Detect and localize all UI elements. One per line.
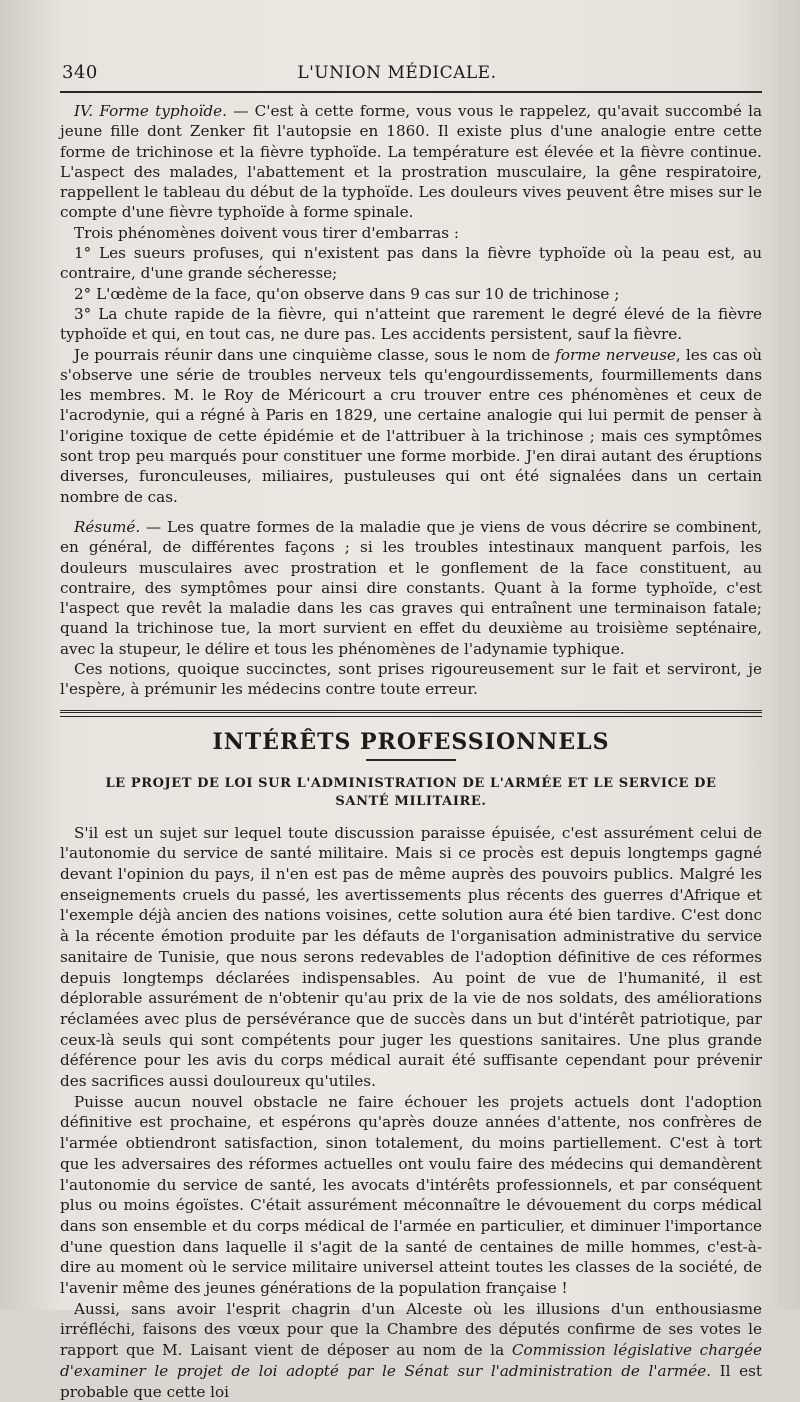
section-heading: INTÉRÊTS PROFESSIONNELS [212,728,610,755]
section-divider-line [60,716,762,717]
page-header [60,62,762,83]
paragraph: Je pourrais réunir dans une cinquième classe, sous le nom de forme nerveuse, les cas où s'observe une série de troubles nerveux tels qu'engourdissements, fourmillements dans les membres. M. le Roy de Méricourt a cru trouver entre ces phénomènes et ceux de l'acrodynie, qui a régné à Paris en 1829, une certaine analogie qui lui permit de penser à l'origine toxique de cette épidémie et de l'attribuer à la trichinose ; mais ces symptômes sont trop peu marqués pour constituer une forme morbide. J'en dirai autant des éruptions diverses, furonculeuses, miliaires, pustuleuses qui ont été signalées dans un certain nombre de cas. [60,345,763,506]
section-divider [60,710,762,713]
paragraph: IV. Forme typhoïde. — C'est à cette forme, vous vous le rappelez, qu'avait succombé la jeune fille dont Zenker fit l'autopsie en 1860. Il existe plus d'une analogie entre cette forme de trichinose et la fièvre typhoïde. La température est élevée et la fièvre continue. L'aspect des malades, l'abattement et la prostration musculaire, la gêne respiratoire, rappellent le tableau du début de la typhoïde. Les douleurs vives peuvent être mises sur le compte d'une fièvre typhoïde à forme spinale. [60,102,762,222]
page-number: 340 [62,62,98,83]
paragraph-label: IV. Forme typhoïde. [74,102,227,120]
header-rule [60,91,762,93]
journal-title: L'UNION MÉDICALE. [297,63,497,83]
paragraph: Résumé. — Les quatre formes de la maladie que je viens de vous décrire se combinent, en général, de différentes façons ; si les troubles intestinaux manquent parfois, les douleurs musculaires avec prostration et le gonflement de la face constituent, au contraire, des symptômes pour ainsi dire constants. Quant à la forme typhoïde, c'est l'aspect que revêt la maladie dans les cas graves qui entraînent une terminaison fatale; quand la trichinose tue, la mort survient en effet du deuxième au troisième septénaire, avec la stupeur, le délire et tous les phénomènes de l'adynamie typhique. [60,517,762,658]
heading-rule [366,759,456,761]
list-item: 3° La chute rapide de la fièvre, qui n'atteint que rarement le degré élevé de la fièvre typhoïde et qui, en tout cas, ne dure pas. Les accidents persistent, sauf la fièvre. [60,304,762,344]
paragraph: Puisse aucun nouvel obstacle ne faire échouer les projets actuels dont l'adoption définitive est prochaine, et espérons qu'après douze années d'attente, nos confrères de l'armée obtiendront satisfaction, sinon totalement, du moins partiellement. C'est à tort que les adversaires des réformes actuelles ont voulu faire des médecins qui demandèrent l'autonomie du service de santé, les avocats d'intérêts professionnels, et par conséquent plus ou moins égoïstes. C'était assurément méconnaître le dévouement du corps médical dans son ensemble et du corps médical de l'armée en particulier, et diminuer l'importance d'une question dans laquelle il s'agit de la santé de centaines de mille hommes, c'est-à-dire au moment où le service militaire universel atteint toutes les classes de la société, de l'avenir même des jeunes générations de la population française ! [60,1092,762,1298]
paragraph: S'il est un sujet sur lequel toute discussion paraisse épuisée, c'est assurément celui de l'autonomie du service de santé militaire. Mais si ce procès est depuis longtemps gagné devant l'opinion du pays, il n'en est pas de même auprès des pouvoirs publics. Malgré les enseignements cruels du passé, les avertissements plus récents des guerres d'Afrique et l'exemple déjà ancien des nations voisines, cette solution aura été bien tardive. C'est donc à la récente émotion produite par les défauts de l'organisation administrative du service sanitaire de Tunisie, que nous serons redevables de l'adoption définitive de ces réformes depuis longtemps déclarées indispensables. Au point de vue de l'humanité, il est déplorable assurément de n'obtenir qu'au prix de la vie de nos soldats, des améliorations réclamées avec plus de persévérance que de succès dans un but d'intérêt patriotique, par ceux-là seuls qui sont compétents pour juger les questions sanitaires. Une plus grande déférence pour les avis du corps médical aurait été suffisante cependant pour prévenir des sacrifices aussi douloureux qu'utiles. [60,823,762,1091]
list-item: 1° Les sueurs profuses, qui n'existent pas dans la fièvre typhoïde où la peau est, au contraire, d'une grande sécheresse; [60,244,762,283]
article-title: LE PROJET DE LOI SUR L'ADMINISTRATION DE L'ARMÉE ET LE SERVICE DE SANTÉ MILITAIRE. [105,775,717,809]
paragraph-label: Résumé. [74,517,141,536]
section-trichinose-forms [60,101,762,700]
paragraph: Aussi, sans avoir l'esprit chagrin d'un Alceste où les illusions d'un enthousiasme irréfléchi, faisons des vœux pour que la Chambre des députés confirme de ses votes le rapport que M. Laisant vient de déposer au nom de la Commission législative chargée d'examiner le projet de loi adopté par le Sénat sur l'administration de l'armée. Il est probable que cette loi [60,1299,762,1401]
paragraph: Ces notions, quoique succinctes, sont prises rigoureusement sur le fait et serviront, je l'espère, à prémunir les médecins contre toute erreur. [60,660,762,699]
emphasis: forme nerveuse [555,345,676,364]
emphasis: Commission législative chargée d'examiner le projet de loi adopté par le Sénat sur l'administration de l'armée [60,1341,762,1380]
list-item: 2° L'œdème de la face, qu'on observe dans 9 cas sur 10 de trichinose ; [74,284,620,303]
section-professional-interests [60,823,762,1402]
paragraph: Trois phénomènes doivent vous tirer d'embarras : [74,223,460,242]
